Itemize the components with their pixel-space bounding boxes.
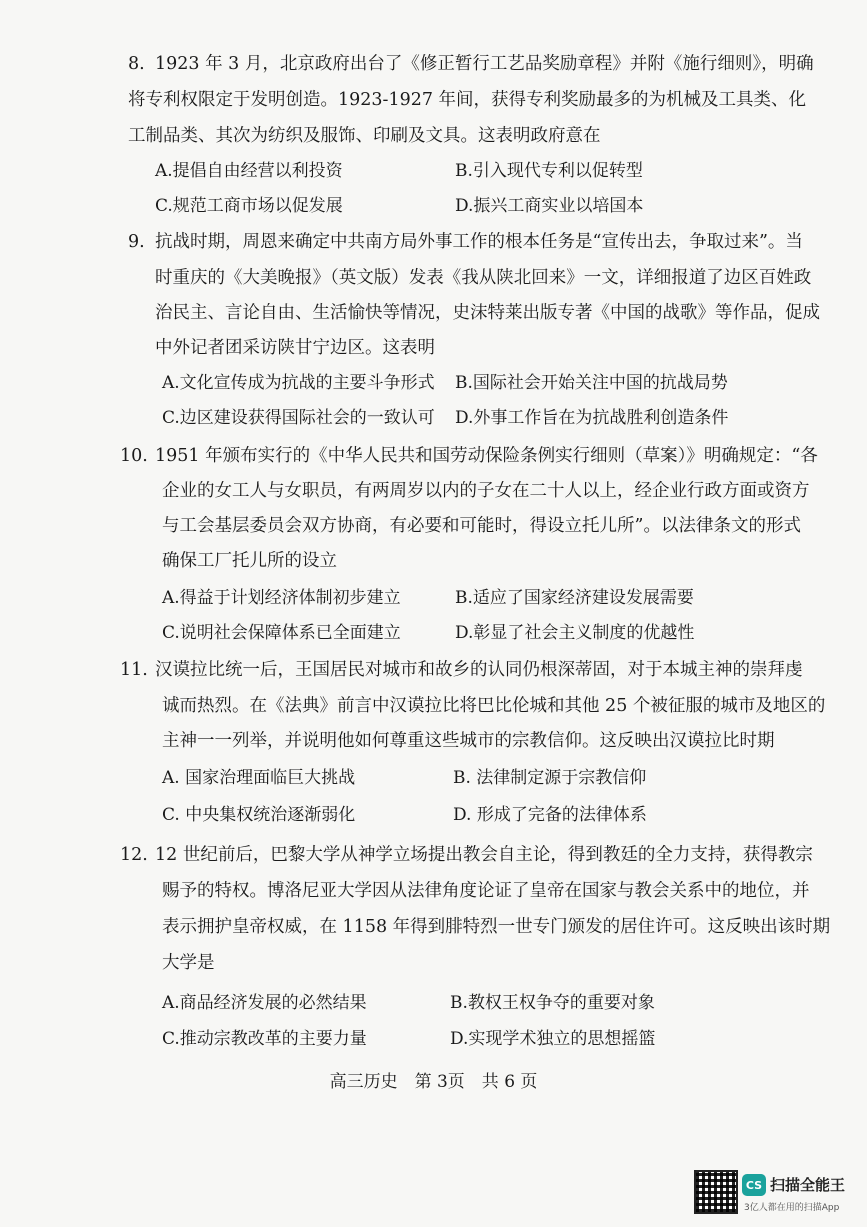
option-d: D.实现学术独立的思想摇篮 <box>450 1029 656 1049</box>
option-d: D.彰显了社会主义制度的优越性 <box>455 623 695 643</box>
qr-code-icon <box>694 1170 738 1214</box>
option-c: C.推动宗教改革的主要力量 <box>162 1029 367 1049</box>
option-a: A.得益于计划经济体制初步建立 <box>162 588 401 608</box>
question-stem-line: 1923 年 3 月，北京政府出台了《修正暂行工艺品奖励章程》并附《施行细则》，明确 <box>155 54 814 74</box>
option-a: A.商品经济发展的必然结果 <box>162 993 367 1013</box>
question-stem-line: 与工会基层委员会双方协商，有必要和可能时，得设立托儿所”。以法律条文的形式 <box>162 516 801 536</box>
question-number: 12. <box>120 845 148 865</box>
question-stem-line: 汉谟拉比统一后，王国居民对城市和故乡的认同仍根深蒂固，对于本城主神的崇拜虔 <box>155 660 803 680</box>
question-number: 8. <box>128 54 145 74</box>
watermark-brand: 扫描全能王 <box>770 1176 846 1194</box>
question-stem-line: 诚而热烈。在《法典》前言中汉谟拉比将巴比伦城和其他 25 个被征服的城市及地区的 <box>162 696 826 716</box>
question-stem-line: 主神一一列举，并说明他如何尊重这些城市的宗教信仰。这反映出汉谟拉比时期 <box>162 731 775 751</box>
question-stem-line: 1951 年颁布实行的《中华人民共和国劳动保险条例实行细则（草案）》明确规定：“各 <box>155 446 818 466</box>
question-number: 11. <box>120 660 148 680</box>
scanner-watermark <box>694 1170 864 1220</box>
option-c: C.边区建设获得国际社会的一致认可 <box>162 408 435 428</box>
option-b: B.适应了国家经济建设发展需要 <box>455 588 694 608</box>
question-stem-line: 时重庆的《大美晚报》（英文版）发表《我从陕北回来》一文，详细报道了边区百姓政 <box>155 268 812 288</box>
question-stem-line: 确保工厂托儿所的设立 <box>162 551 337 571</box>
question-stem-line: 企业的女工人与女职员，有两周岁以内的子女在二十人以上，经企业行政方面或资方 <box>162 481 810 501</box>
option-d: D.外事工作旨在为抗战胜利创造条件 <box>455 408 729 428</box>
camscanner-logo-icon: CS <box>742 1174 766 1196</box>
option-b: B.教权王权争夺的重要对象 <box>450 993 655 1013</box>
option-c: C.说明社会保障体系已全面建立 <box>162 623 401 643</box>
option-c: C. 中央集权统治逐渐弱化 <box>162 805 356 825</box>
question-stem-line: 抗战时期，周恩来确定中共南方局外事工作的根本任务是“宣传出去，争取过来”。当 <box>155 232 803 252</box>
question-number: 9. <box>128 232 145 252</box>
question-stem-line: 大学是 <box>162 953 215 973</box>
option-a: A.提倡自由经营以利投资 <box>155 161 343 181</box>
option-b: B.引入现代专利以促转型 <box>455 161 643 181</box>
question-stem-line: 工制品类、其次为纺织及服饰、印刷及文具。这表明政府意在 <box>128 126 601 146</box>
option-a: A.文化宣传成为抗战的主要斗争形式 <box>162 373 435 393</box>
option-d: D. 形成了完备的法律体系 <box>453 805 647 825</box>
question-stem-line: 表示拥护皇帝权威，在 1158 年得到腓特烈一世专门颁发的居住许可。这反映出该时期 <box>162 917 831 937</box>
question-number: 10. <box>120 446 148 466</box>
watermark-tagline: 3亿人都在用的扫描App <box>744 1203 840 1213</box>
question-stem-line: 中外记者团采访陕甘宁边区。这表明 <box>155 338 435 358</box>
question-stem-line: 将专利权限定于发明创造。1923-1927 年间，获得专利奖励最多的为机械及工具类、化 <box>128 90 807 110</box>
question-stem-line: 12 世纪前后，巴黎大学从神学立场提出教会自主论，得到教廷的全力支持，获得教宗 <box>155 845 813 865</box>
question-stem-line: 赐予的特权。博洛尼亚大学因从法律角度论证了皇帝在国家与教会关系中的地位，并 <box>162 881 810 901</box>
option-b: B. 法律制定源于宗教信仰 <box>453 768 647 788</box>
option-d: D.振兴工商实业以培国本 <box>455 196 644 216</box>
option-b: B.国际社会开始关注中国的抗战局势 <box>455 373 728 393</box>
page-footer: 高三历史 第 3页 共 6 页 <box>329 1072 538 1092</box>
question-stem-line: 治民主、言论自由、生活愉快等情况，史沫特莱出版专著《中国的战歌》等作品，促成 <box>155 303 820 323</box>
option-c: C.规范工商市场以促发展 <box>155 196 343 216</box>
option-a: A. 国家治理面临巨大挑战 <box>162 768 356 788</box>
